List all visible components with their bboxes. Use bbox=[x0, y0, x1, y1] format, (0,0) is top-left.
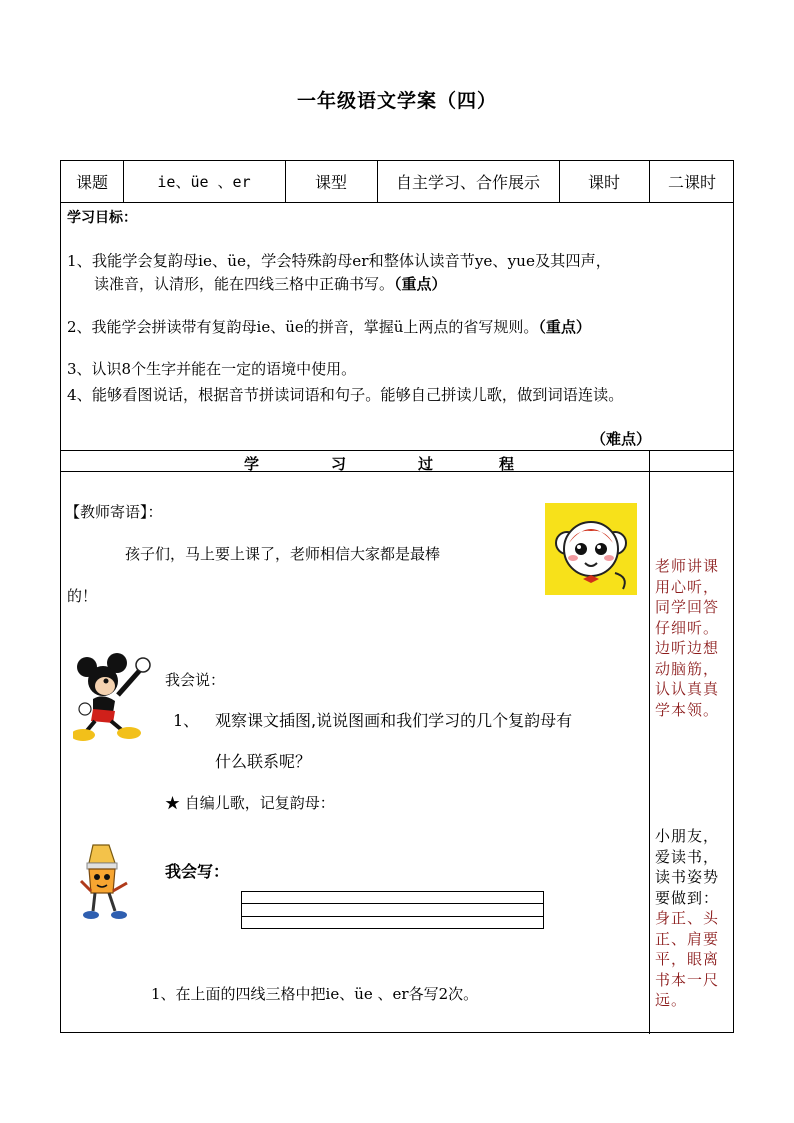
side-note-posture-intro: 小朋友，爱读书，读书姿势要做到： bbox=[655, 827, 720, 907]
teacher-message-line2: 的！ bbox=[67, 587, 98, 605]
monkey-sticker-image bbox=[545, 503, 637, 595]
speak-question-number: 1、 bbox=[173, 711, 200, 730]
goal-2: 2、我能学会拼读带有复韵母ie、üe的拼音，掌握ü上两点的省写规则。（重点） bbox=[67, 318, 591, 336]
goal-1-cont: 读准音，认清形，能在四线三格中正确书写。（重点） bbox=[94, 275, 447, 293]
teacher-message-label: 【教师寄语】： bbox=[65, 503, 163, 521]
header-label-period: 课时 bbox=[587, 173, 620, 192]
write-task: 1、在上面的四线三格中把ie、üe 、er各写2次。 bbox=[151, 985, 479, 1003]
side-note-posture-rules: 身正、头正、肩要平，眼离书本一尺远。 bbox=[655, 909, 720, 1009]
page-title: 一年级语文学案（四） bbox=[296, 90, 497, 112]
lesson-table bbox=[60, 160, 734, 1033]
side-note-listening: 老师讲课用心听，同学回答仔细听。边听边想动脑筋，认认真真学本领。 bbox=[655, 557, 720, 719]
goal-1: 1、我能学会复韵母ie、üe，学会特殊韵母er和整体认读音节ye、yue及其四声， bbox=[67, 252, 611, 270]
write-label: 我会写： bbox=[165, 862, 230, 881]
four-line-grid bbox=[241, 891, 544, 929]
process-heading: 学 习 过 程 bbox=[244, 455, 515, 473]
speak-question-line2: 什么联系呢？ bbox=[215, 752, 312, 771]
header-label-type: 课型 bbox=[314, 173, 347, 192]
goal-4-tag: （难点） bbox=[591, 430, 652, 448]
goal-4: 4、能够看图说话，根据音节拼读词语和句子。能够自己拼读儿歌，做到词语连读。 bbox=[67, 386, 624, 404]
speak-label: 我会说： bbox=[165, 671, 226, 689]
header-topic-value: ie、üe 、er bbox=[157, 173, 251, 191]
pencil-character-image bbox=[75, 841, 143, 925]
goals-heading: 学习目标： bbox=[67, 210, 137, 226]
header-label-topic: 课题 bbox=[75, 173, 108, 192]
teacher-message-line1: 孩子们，马上要上课了，老师相信大家都是最棒 bbox=[125, 545, 441, 563]
header-period-value: 二课时 bbox=[667, 173, 716, 192]
rhyme-prompt: ★ 自编儿歌，记复韵母： bbox=[165, 794, 335, 812]
row-divider bbox=[61, 202, 733, 203]
mickey-mouse-image bbox=[73, 651, 157, 743]
star-icon: ★ bbox=[165, 794, 181, 812]
col-divider bbox=[649, 450, 650, 1034]
speak-question-line1: 观察课文插图,说说图画和我们学习的几个复韵母有 bbox=[215, 711, 573, 730]
header-type-value: 自主学习、合作展示 bbox=[395, 173, 540, 192]
goal-3: 3、认识8个生字并能在一定的语境中使用。 bbox=[67, 360, 357, 378]
